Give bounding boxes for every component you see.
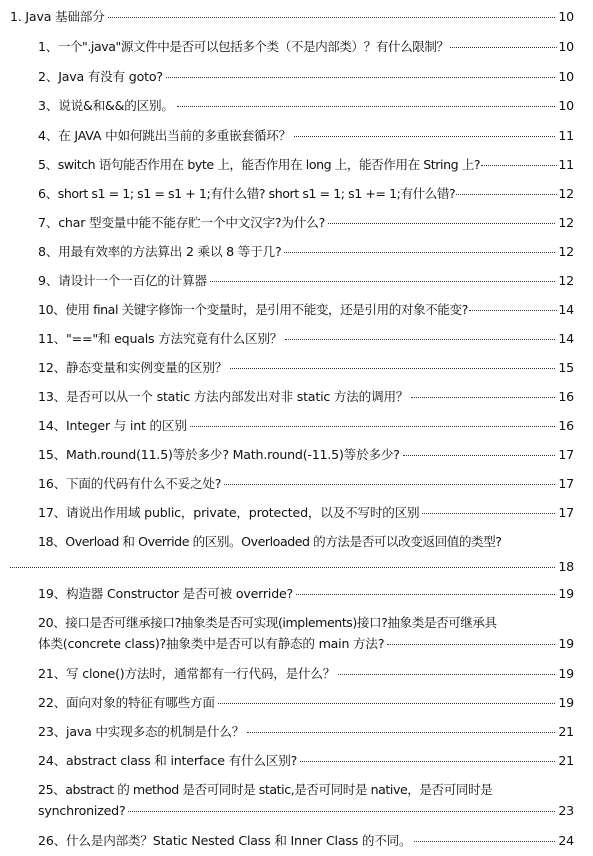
dot-leader — [300, 761, 555, 762]
toc-page-number: 10 — [558, 98, 574, 113]
toc-item-label: 22、面向对象的特征有哪些方面 — [38, 695, 215, 710]
toc-item-label: 15、Math.round(11.5)等於多少? Math.round(-11.5)等於多少? — [38, 447, 400, 462]
toc-page-number: 11 — [558, 128, 574, 143]
dot-leader — [387, 644, 555, 645]
toc-item-label: 4、在 JAVA 中如何跳出当前的多重嵌套循环？ — [38, 128, 292, 143]
dot-leader — [328, 223, 555, 224]
toc-page-number: 12 — [558, 244, 574, 259]
toc-item-label-continued: 体类(concrete class)?抽象类中是否可以有静态的 main 方法? — [38, 636, 385, 651]
dot-leader — [10, 567, 555, 568]
toc-page-number: 14 — [558, 302, 574, 317]
dot-leader — [294, 136, 555, 137]
toc-item-label: 9、请设计一个一百亿的计算器 — [38, 273, 207, 288]
toc-page-number: 19 — [558, 636, 574, 651]
toc-page-number: 12 — [558, 186, 574, 201]
dot-leader — [210, 281, 555, 282]
toc-item-label: 14、Integer 与 int 的区别 — [38, 418, 187, 433]
toc-page-number: 19 — [558, 666, 574, 681]
toc-page-number: 10 — [558, 69, 574, 84]
toc-item-label: 13、是否可以从一个 static 方法内部发出对非 static 方法的调用？ — [38, 389, 409, 404]
toc-item-label: 18、Overload 和 Override 的区别。Overloaded 的方法是否可以改变返回值的类型? — [38, 534, 502, 549]
toc-item-label: 5、switch 语句能否作用在 byte 上，能否作用在 long 上，能否作用在 String 上? — [38, 157, 481, 172]
dot-leader — [218, 703, 556, 704]
toc-page-number: 11 — [558, 157, 574, 172]
dot-leader — [224, 484, 555, 485]
toc-item-label: 23、java 中实现多态的机制是什么？ — [38, 724, 245, 739]
toc-item-label: 2、Java 有没有 goto? — [38, 69, 163, 84]
toc-item-label: 19、构造器 Constructor 是否可被 override? — [38, 586, 294, 601]
toc-item-label: 3、说说&和&&的区别。 — [38, 98, 174, 113]
dot-leader — [190, 426, 556, 427]
dot-leader — [414, 841, 555, 842]
dot-leader — [128, 811, 555, 812]
dot-leader — [469, 310, 558, 311]
dot-leader — [284, 252, 555, 253]
toc-page-number: 16 — [558, 418, 574, 433]
dot-leader — [422, 513, 555, 514]
toc-item-label: 17、请说出作用域 public，private，protected，以及不写时的区别 — [38, 505, 420, 520]
toc-item-label: 10、使用 final 关键字修饰一个变量时，是引用不能变，还是引用的对象不能变? — [38, 302, 468, 317]
dot-leader — [285, 339, 555, 340]
toc-item-label: 7、char 型变量中能不能存贮一个中文汉字?为什么? — [38, 215, 326, 230]
toc-page-number: 12 — [558, 273, 574, 288]
toc-page-number: 18 — [558, 559, 574, 574]
toc-item-label-continued: synchronized? — [38, 803, 126, 818]
toc-page-number: 15 — [558, 360, 574, 375]
toc-item-label: 21、写 clone()方法时，通常都有一行代码，是什么？ — [38, 666, 336, 681]
toc-page-number: 14 — [558, 331, 574, 346]
dot-leader — [166, 77, 556, 78]
dot-leader — [481, 165, 557, 166]
dot-leader — [108, 17, 556, 18]
dot-leader — [456, 194, 557, 195]
toc-item-label: 16、下面的代码有什么不妥之处? — [38, 476, 222, 491]
toc-item-label: 26、什么是内部类？Static Nested Class 和 Inner Class 的不同。 — [38, 833, 412, 848]
toc-item-label: 11、"=="和 equals 方法究竟有什么区别？ — [38, 331, 283, 346]
toc-page-number: 16 — [558, 389, 574, 404]
dot-leader — [403, 455, 556, 456]
toc-section-label: 1. Java 基础部分 — [10, 9, 105, 24]
toc-page-number: 21 — [558, 753, 574, 768]
dot-leader — [230, 368, 555, 369]
toc-page-number: 21 — [558, 724, 574, 739]
dot-leader — [296, 594, 555, 595]
dot-leader — [247, 732, 555, 733]
dot-leader — [177, 106, 556, 107]
dot-leader — [338, 674, 555, 675]
toc-item-label: 1、一个".java"源文件中是否可以包括多个类（不是内部类）？有什么限制？ — [38, 39, 449, 54]
toc-item-label: 12、静态变量和实例变量的区别？ — [38, 360, 228, 375]
toc-item-label: 20、接口是否可继承接口?抽象类是否可实现(implements)接口?抽象类是否可继承具 — [38, 615, 497, 630]
toc-page-number: 17 — [558, 505, 574, 520]
toc-page-number: 24 — [558, 833, 574, 848]
toc-page-number: 19 — [558, 695, 574, 710]
toc-item-label: 6、short s1 = 1; s1 = s1 + 1;有什么错? short s1 = 1; s1 += 1;有什么错? — [38, 186, 456, 201]
toc-page-number: 23 — [558, 803, 574, 818]
dot-leader — [450, 47, 558, 48]
toc-page-number: 17 — [558, 447, 574, 462]
toc-item-label: 24、abstract class 和 interface 有什么区别? — [38, 753, 298, 768]
toc-page-number: 19 — [558, 586, 574, 601]
toc-page-number: 10 — [558, 39, 574, 54]
toc-page-number: 10 — [558, 9, 574, 24]
toc-page-number: 17 — [558, 476, 574, 491]
toc-page-number: 12 — [558, 215, 574, 230]
toc-item-label: 8、用最有效率的方法算出 2 乘以 8 等于几? — [38, 244, 282, 259]
toc-item-label: 25、abstract 的 method 是否可同时是 static,是否可同时是 native，是否可同时是 — [38, 782, 493, 797]
dot-leader — [411, 397, 555, 398]
